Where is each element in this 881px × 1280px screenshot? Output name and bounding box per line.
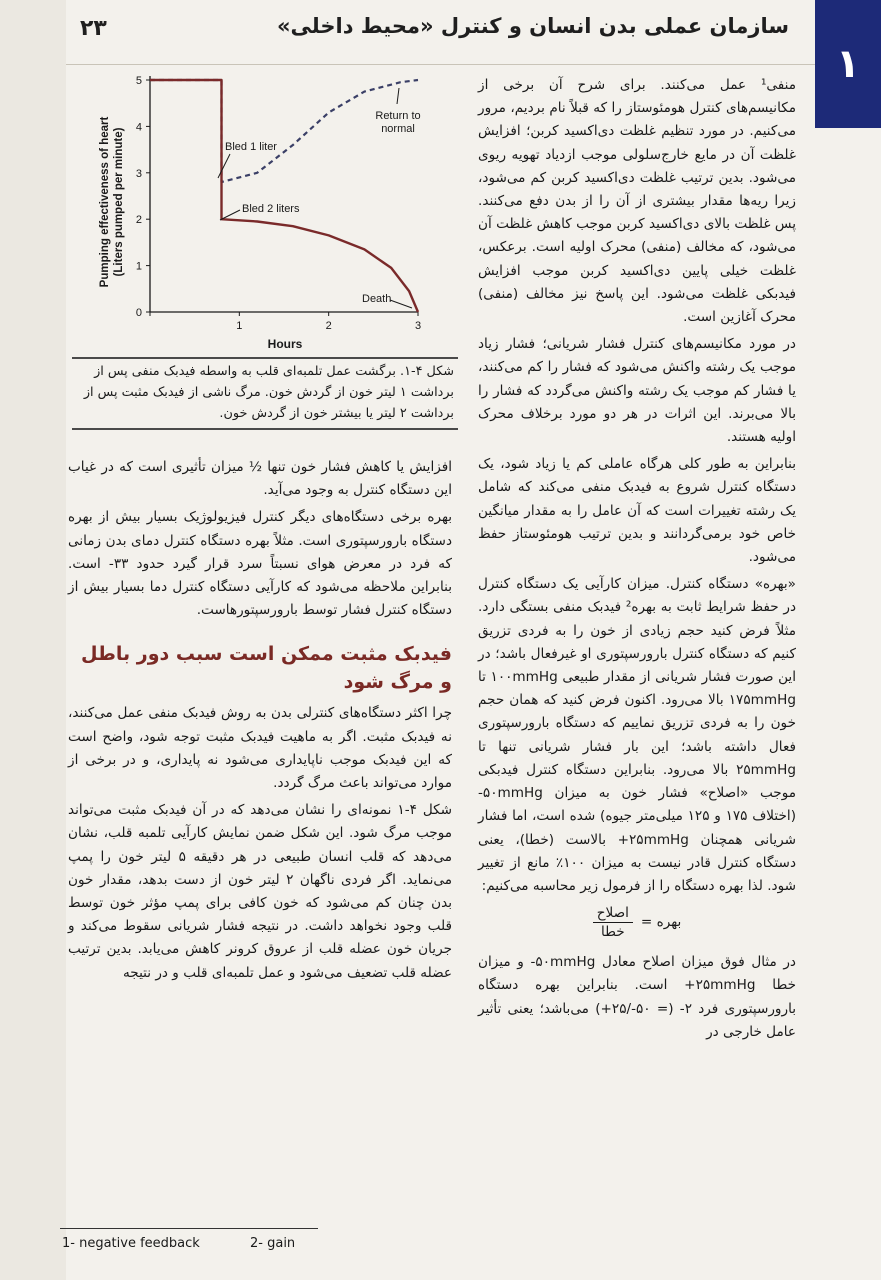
bled1-pointer xyxy=(218,154,230,178)
header-rule xyxy=(66,64,881,65)
x-tick-label: 2 xyxy=(325,320,332,332)
y-tick-label: 4 xyxy=(135,121,142,134)
footnote-1: 1- negative feedback xyxy=(62,1236,200,1251)
section-subheading: فیدبک مثبت ممکن است سبب دور باطل و مرگ شود xyxy=(81,643,452,694)
formula-denominator: خطا xyxy=(600,924,625,941)
death-pointer xyxy=(390,300,412,308)
x-axis-label: Hours xyxy=(267,337,303,351)
y-axis-label-line1: Pumping effectiveness of heart xyxy=(99,116,111,288)
series-line-1 xyxy=(150,80,421,182)
right-paragraph-2: در مورد مکانیسم‌های کنترل فشار شریانی؛ فشار زیاد موجب یک رشته واکنش می‌شود که فشار را کم می‌کنند، یا فشار کم موجب یک رشته واکنش می‌گردد که فشار را بالا می‌برند. این اثرات در هر دو مورد برخلاف محرک اولیه هستند. xyxy=(478,336,796,446)
annotation-normal: normal xyxy=(381,123,415,135)
y-tick-label: 5 xyxy=(135,75,142,87)
bled2-pointer xyxy=(220,210,240,220)
page-number: ۲۳ xyxy=(80,16,107,41)
left-column xyxy=(68,456,452,989)
gain-formula xyxy=(478,904,796,941)
right-paragraph-3: بنابراین به طور کلی هرگاه عاملی کم یا زیاد شود، یک دستگاه کنترل شروع به فیدبک منفی می‌کند که شامل یک رشته تغییرات است که آن عامل را به مقدار میانگین خاص خود برمی‌گردانند و بدین ترتیب هومئوستاز حفظ می‌شود. xyxy=(478,456,796,566)
left-paragraph-2: بهره برخی دستگاه‌های دیگر کنترل فیزیولوژیک بسیار بیش از بهره دستگاه بارورسپتوری است. مثلاً بهره دستگاه کنترل دمای بدن زمانی که فرد در معرض هوای نسبتاً سرد قرار گیرد حدود ۳۳- است. بنابراین ملاحظه می‌شود که کارآیی دستگاه کنترل دما بسیار بیش از دستگاه کنترل فشار توسط بارورسپتورهاست. xyxy=(68,509,452,619)
x-tick-label: 3 xyxy=(414,320,422,332)
formula-numerator: اصلاح xyxy=(593,904,633,923)
return-pointer xyxy=(397,88,399,104)
chapter-tab: ۱ xyxy=(815,0,881,128)
figure-heart-pumping xyxy=(72,68,458,356)
left-paragraph-4: شکل ۴-۱ نمونه‌ای را نشان می‌دهد که در آن فیدبک مثبت می‌تواند موجب مرگ شود. این شکل ضمن نمایش کارآیی تلمبه قلب، نشان می‌دهد که قلب انسان طبیعی در هر دقیقه ۵ لیتر خون را پمپ می‌نماید. اگر فردی ناگهان ۲ لیتر خون از دست بدهد، مقدار خون بدن چنان کم می‌شود که خون کافی برای پمپ مؤثر خون توسط قلب وجود نخواهد داشت. در نتیجه فشار شریانی سقوط می‌کند و جریان خون عضله قلب از عروق کرونر کاهش می‌یابد. بدین ترتیب عضله قلب تضعیف می‌شود و عمل تلمبه‌ای قلب و در نتیجه xyxy=(68,802,453,981)
left-margin-strip xyxy=(0,0,66,1280)
y-axis-label-line2: (Liters pumped per minute) xyxy=(113,127,125,277)
y-tick-label: 1 xyxy=(135,260,142,273)
x-tick-label: 1 xyxy=(236,320,243,332)
footnote-2: 2- gain xyxy=(250,1236,296,1251)
y-tick-label: 2 xyxy=(135,214,142,227)
annotation-bled2: Bled 2 liters xyxy=(242,203,300,215)
y-tick-label: 3 xyxy=(135,167,142,180)
right-paragraph-4: «بهره» دستگاه کنترل. میزان کارآیی یک دستگاه کنترل در حفظ شرایط ثابت به بهره² فیدبک منفی بستگی دارد. مثلاً فرض کنید حجم زیادی از خون را به فردی تزریق کنیم که دستگاه کنترل بارورسپتوری او غیرفعال باشد؛ در این صورت فشار شریانی از مقدار طبیعی ۱۰۰mmHg تا ۱۷۵mmHg بالا می‌رود. اکنون فرض کنید که همان حجم خون را به فردی تزریق نماییم که دستگاه بارورسپتوری فعال داشته باشد؛ این بار فشار شریانی تنها تا ۲۵mmHg بالا می‌رود. بنابراین دستگاه کنترل فیدبکی موجب «اصلاح» فشار خون به میزان ۵۰mmHg- (اختلاف ۱۷۵ و ۱۲۵ میلی‌متر جیوه) شده است، اما فشار شریانی همچنان ۲۵mmHg+ بالاست (خطا)، یعنی دستگاه کنترل قادر نیست به میزان ۱۰۰٪ مانع از تغییر شود. لذا بهره دستگاه را از فرمول زیر محاسبه می‌کنیم: xyxy=(478,576,796,894)
right-paragraph-1: منفی¹ عمل می‌کنند. برای شرح آن برخی از مکانیسم‌های کنترل هومئوستاز را که قبلاً نام بردیم، مرور می‌کنیم. در مورد تنظیم غلظت دی‌اکسید کربن؛ افزایش غلظت آن در مایع خارج‌سلولی موجب ازدیاد تهویه ریوی می‌شود. بدین ترتیب غلظت دی‌اکسید کربن کم می‌شود، زیرا ریه‌ها مقدار بیشتری از آن را از بدن دفع می‌کنند. پس غلظت بالای دی‌اکسید کربن موجب کاهش غلظت آن می‌شود، که مخالف (منفی) محرک اولیه است. برعکس، غلظت خیلی پایین دی‌اکسید کربن موجب افزایش فیدبکی غلظت می‌شود. این پاسخ نیز مخالف (منفی) محرک آغازین است. xyxy=(478,77,796,326)
right-paragraph-5: در مثال فوق میزان اصلاح معادل ۵۰mmHg- و میزان خطا ۲۵mmHg+ است. بنابراین بهره دستگاه بارورسپتوری فرد ۲- (= ۵۰-/۲۵+) می‌باشد؛ یعنی تأثیر عامل خارجی در xyxy=(478,954,796,1040)
footnote-rule xyxy=(60,1228,318,1229)
left-paragraph-1: افزایش یا کاهش فشار خون تنها ½ میزان تأثیری است که در غیاب این دستگاه کنترل به وجود می‌آید. xyxy=(68,459,452,499)
annotation-bled1: Bled 1 liter xyxy=(225,141,277,153)
y-tick-label: 0 xyxy=(135,307,142,319)
chart-svg xyxy=(72,68,458,356)
right-column xyxy=(478,74,796,1048)
annotation-return: Return to xyxy=(375,110,421,122)
formula-lhs: بهره = xyxy=(640,914,682,930)
left-paragraph-3: چرا اکثر دستگاه‌های کنترلی بدن به روش فیدبک منفی عمل می‌کنند، نه فیدبک مثبت. اگر به ماهیت فیدبک مثبت توجه شود، واضح است که این فیدبک موجب ناپایداری می‌شود نه پایداری، و در برخی از موارد می‌تواند باعث مرگ گردد. xyxy=(68,705,452,792)
running-title: سازمان عملی بدن انسان و کنترل «محیط داخلی» xyxy=(276,14,789,38)
formula-fraction xyxy=(593,904,633,941)
figure-caption: شکل ۴-۱. برگشت عمل تلمبه‌ای قلب به واسطه فیدبک منفی پس از برداشت ۱ لیتر خون از گردش خون. مرگ ناشی از فیدبک مثبت پس از برداشت ۲ لیتر یا بیشتر خون از گردش خون. xyxy=(72,357,458,430)
annotation-death: Death xyxy=(362,293,392,305)
